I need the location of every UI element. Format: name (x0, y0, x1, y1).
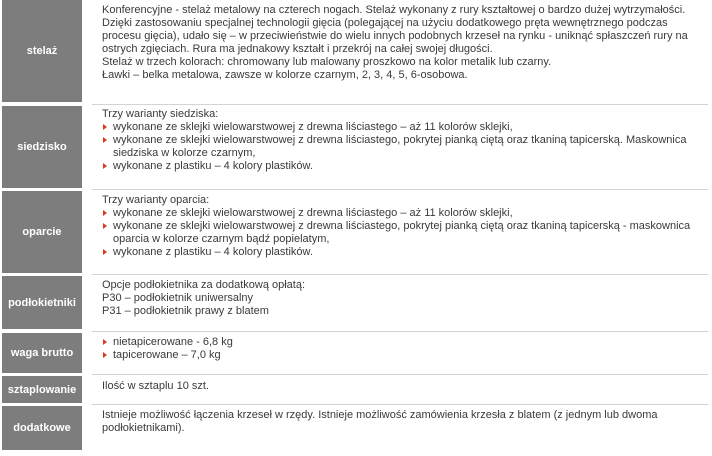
list-item: wykonane ze sklejki wielowarstwowej z drewna liściastego, pokrytej pianką ciętą oraz tkaniną tapicerską. Maskownica siedziska w kolorze czarnym, (102, 134, 708, 160)
row-waga-brutto (0, 333, 712, 373)
text-line: Istnieje możliwość łączenia krzeseł w rzędy. Istnieje możliwość zamówienia krzesła z blatem (z jednym lub dwoma (102, 409, 658, 421)
row-divider (92, 404, 708, 405)
bullet-arrow-icon (103, 223, 107, 229)
bullet-arrow-icon (103, 352, 107, 358)
row-label: podłokietniki (2, 276, 82, 329)
list-item: wykonane ze sklejki wielowarstwowej z drewna liściastego, pokrytej pianką ciętą oraz tkaniną tapicerską - maskownica oparcia w kolorze czarnym bądź popielatym, (102, 220, 708, 246)
list-item: tapicerowane – 7,0 kg (102, 349, 708, 362)
text-line: P30 – podłokietnik uniwersalny (102, 292, 254, 304)
text-line: Trzy warianty siedziska: (102, 108, 219, 120)
bullet-list (102, 121, 708, 173)
text-line: Trzy warianty oparcia: (102, 194, 210, 206)
bullet-arrow-icon (103, 339, 107, 345)
text-line: Stelaż w trzech kolorach: chromowany lub malowany proszkowo na kolor metalik lub czarny. (102, 56, 552, 68)
text-line: Ławki – belka metalowa, zawsze w kolorze czarnym, 2, 3, 4, 5, 6-osobowa. (102, 69, 468, 81)
row-divider (92, 274, 708, 275)
bullet-arrow-icon (103, 163, 107, 169)
row-siedzisko (0, 106, 712, 188)
text-line: ostrych zgięciach. Rura ma jednakowy kształt i przekrój na całej swojej długości. (102, 43, 493, 55)
list-item: nietapicerowane - 6,8 kg (102, 336, 708, 349)
row-dodatkowe (0, 406, 712, 450)
bullet-list (102, 207, 708, 259)
row-stelaz (0, 0, 712, 102)
row-content (102, 108, 708, 188)
list-item: wykonane ze sklejki wielowarstwowej z drewna liściastego – aż 11 kolorów sklejki, (102, 207, 708, 220)
row-content (102, 409, 708, 450)
text-line: Dzięki zastosowaniu specjalnej technologii gięcia (polegającej na użyciu dodatkowego pręta wewnętrznego podczas (102, 17, 668, 29)
row-divider (92, 189, 708, 190)
bullet-arrow-icon (103, 124, 107, 130)
bullet-arrow-icon (103, 137, 107, 143)
row-content (102, 336, 708, 373)
text-line: Ilość w sztaplu 10 szt. (102, 380, 209, 392)
text-line: procesu gięcia), udało się – w przeciwieństwie do wielu innych podobnych krzeseł na rynku - uniknąć spłaszczeń rury na (102, 30, 688, 42)
row-content (102, 380, 708, 403)
text-line: podłokietnikami). (102, 422, 185, 434)
row-label: dodatkowe (2, 406, 82, 450)
text-line: Opcje podłokietnika za dodatkową opłatą: (102, 279, 306, 291)
bullet-arrow-icon (103, 249, 107, 255)
row-label: waga brutto (2, 333, 82, 373)
row-divider (92, 104, 708, 105)
list-item: wykonane ze sklejki wielowarstwowej z drewna liściastego – aż 11 kolorów sklejki, (102, 121, 708, 134)
row-divider (92, 374, 708, 375)
row-label: stelaż (2, 0, 82, 102)
row-label: siedzisko (2, 106, 82, 188)
list-item: wykonane z plastiku – 4 kolory plastików. (102, 246, 708, 259)
text-line: Konferencyjne - stelaż metalowy na czterech nogach. Stelaż wykonany z rury kształtowej o bardzo dużej wytrzymałości. (102, 4, 686, 16)
text-line: P31 – podłokietnik prawy z blatem (102, 305, 269, 317)
row-content (102, 194, 708, 273)
row-podlokietniki (0, 276, 712, 329)
row-sztaplowanie (0, 376, 712, 403)
bullet-list (102, 336, 708, 362)
row-label: oparcie (2, 191, 82, 273)
row-label: sztaplowanie (2, 376, 82, 403)
row-content (102, 4, 708, 102)
row-divider (92, 331, 708, 332)
row-oparcie (0, 191, 712, 273)
bullet-arrow-icon (103, 210, 107, 216)
list-item: wykonane z plastiku – 4 kolory plastików. (102, 160, 708, 173)
row-content (102, 279, 708, 329)
